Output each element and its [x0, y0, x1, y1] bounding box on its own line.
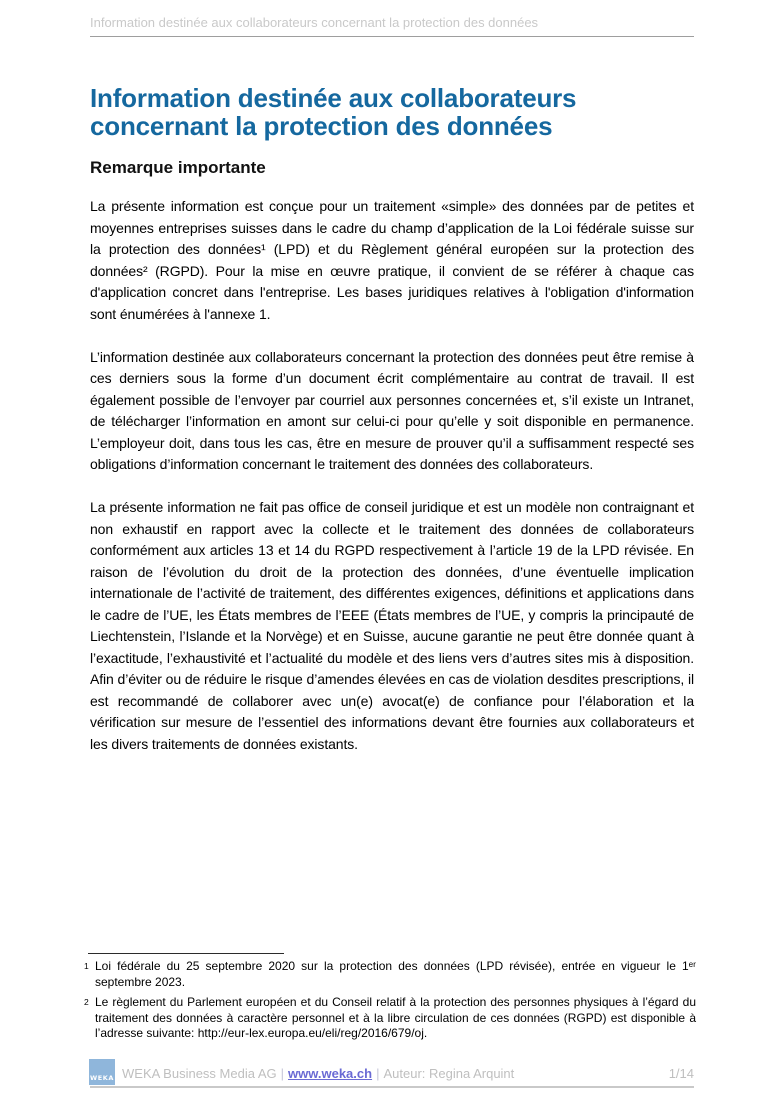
paragraph-disclaimer: La présente information ne fait pas office de conseil juridique et est un modèle non contraignant et non exhaustif en rapport avec la collecte et le traitement des données de collaborateurs conformément aux articles 13 et 14 du RGPD respectivement à l’article 19 de la LPD révisée. En raison de l’évolution du droit de la protection des données, d’une éventuelle implication internationale de l’activité de traitement, des différentes exigences, définitions et applications dans le cadre de l’UE, les États membres de l’EEE (États membres de l’UE, y compris la principauté de Liechtenstein, l’Islande et la Norvège) et en Suisse, aucune garantie ne peut être donnée quant à l’exactitude, l’exhaustivité et l’actualité du modèle et des liens vers d’autres sites mis à disposition. Afin d’éviter ou de réduire le risque d’amendes élevées en cas de violation desdites prescriptions, il est recommandé de collaborer avec un(e) avocat(e) de confiance pour l’élaboration et la vérification sur mesure de l’essentiel des informations devant être fournies aux collaborateurs et les divers traitements de données existants.: [90, 499, 694, 752]
weka-logo-text: WEKA: [89, 1074, 115, 1082]
footnote-1-marker: 1: [84, 961, 89, 971]
footnote-2-text: Le règlement du Parlement européen et du Conseil relatif à la protection des personnes physiques à l’égard du traitement des données à caractère personnel et à la libre circulation de ces données (RGPD) est disponible à l’adresse suivante: http://eur-lex.europa.eu/eli/reg/2016/679/oj.: [95, 995, 696, 1040]
page-title: Information destinée aux collaborateurs concernant la protection des données: [90, 83, 577, 141]
footnote-1-text: Loi fédérale du 25 septembre 2020 sur la protection des données (LPD révisée), entrée en vigueur le 1ᵉʳ septembre 2023.: [95, 959, 696, 989]
footnote-2-marker: 2: [84, 997, 89, 1007]
weka-logo: [89, 1059, 115, 1085]
section-heading: Remarque importante: [90, 158, 266, 177]
paragraph-intro: La présente information est conçue pour un traitement «simple» des données par de petites et moyennes entreprises suisses dans le cadre du champ d’application de la Loi fédérale suisse sur la protection des données¹ (LPD) et du Règlement général européen sur la protection des données² (RGPD). Pour la mise en œuvre pratique, il convient de se référer à chaque cas d'application concret dans l'entreprise. Les bases juridiques relatives à l'obligation d'information sont énumérées à l'annexe 1.: [90, 198, 694, 322]
footnote-2: [84, 995, 696, 1042]
footnotes-section: [84, 953, 696, 1042]
running-header-text: Information destinée aux collaborateurs concernant la protection des données: [90, 15, 539, 30]
body-text: [90, 196, 694, 777]
footer-separator-2: |: [376, 1066, 380, 1081]
running-header: [90, 15, 694, 37]
footer-author: Auteur: Regina Arquint: [383, 1066, 515, 1081]
page-number: 1/14: [668, 1066, 694, 1081]
page-footer: [122, 1066, 514, 1081]
footer-separator-1: |: [280, 1066, 285, 1081]
weka-website-link[interactable]: www.weka.ch: [288, 1066, 373, 1081]
footer-company: WEKA Business Media AG: [122, 1066, 277, 1081]
paragraph-distribution: L’information destinée aux collaborateurs concernant la protection des données peut être remise à ces derniers sous la forme d’un document écrit complémentaire au contrat de travail. Il est également possible de l’envoyer par courriel aux personnes concernées et, s’il existe un Intranet, de télécharger l’information en amont sur celui-ci pour qu’elle y soit disponible en permanence. L’employeur doit, dans tous les cas, être en mesure de prouver qu’il a suffisamment respecté ses obligations d’information concernant le traitement des données des collaborateurs.: [90, 348, 694, 472]
footnote-separator: [88, 953, 284, 954]
footer-rule: [90, 1086, 694, 1088]
footnote-1: [84, 959, 696, 990]
